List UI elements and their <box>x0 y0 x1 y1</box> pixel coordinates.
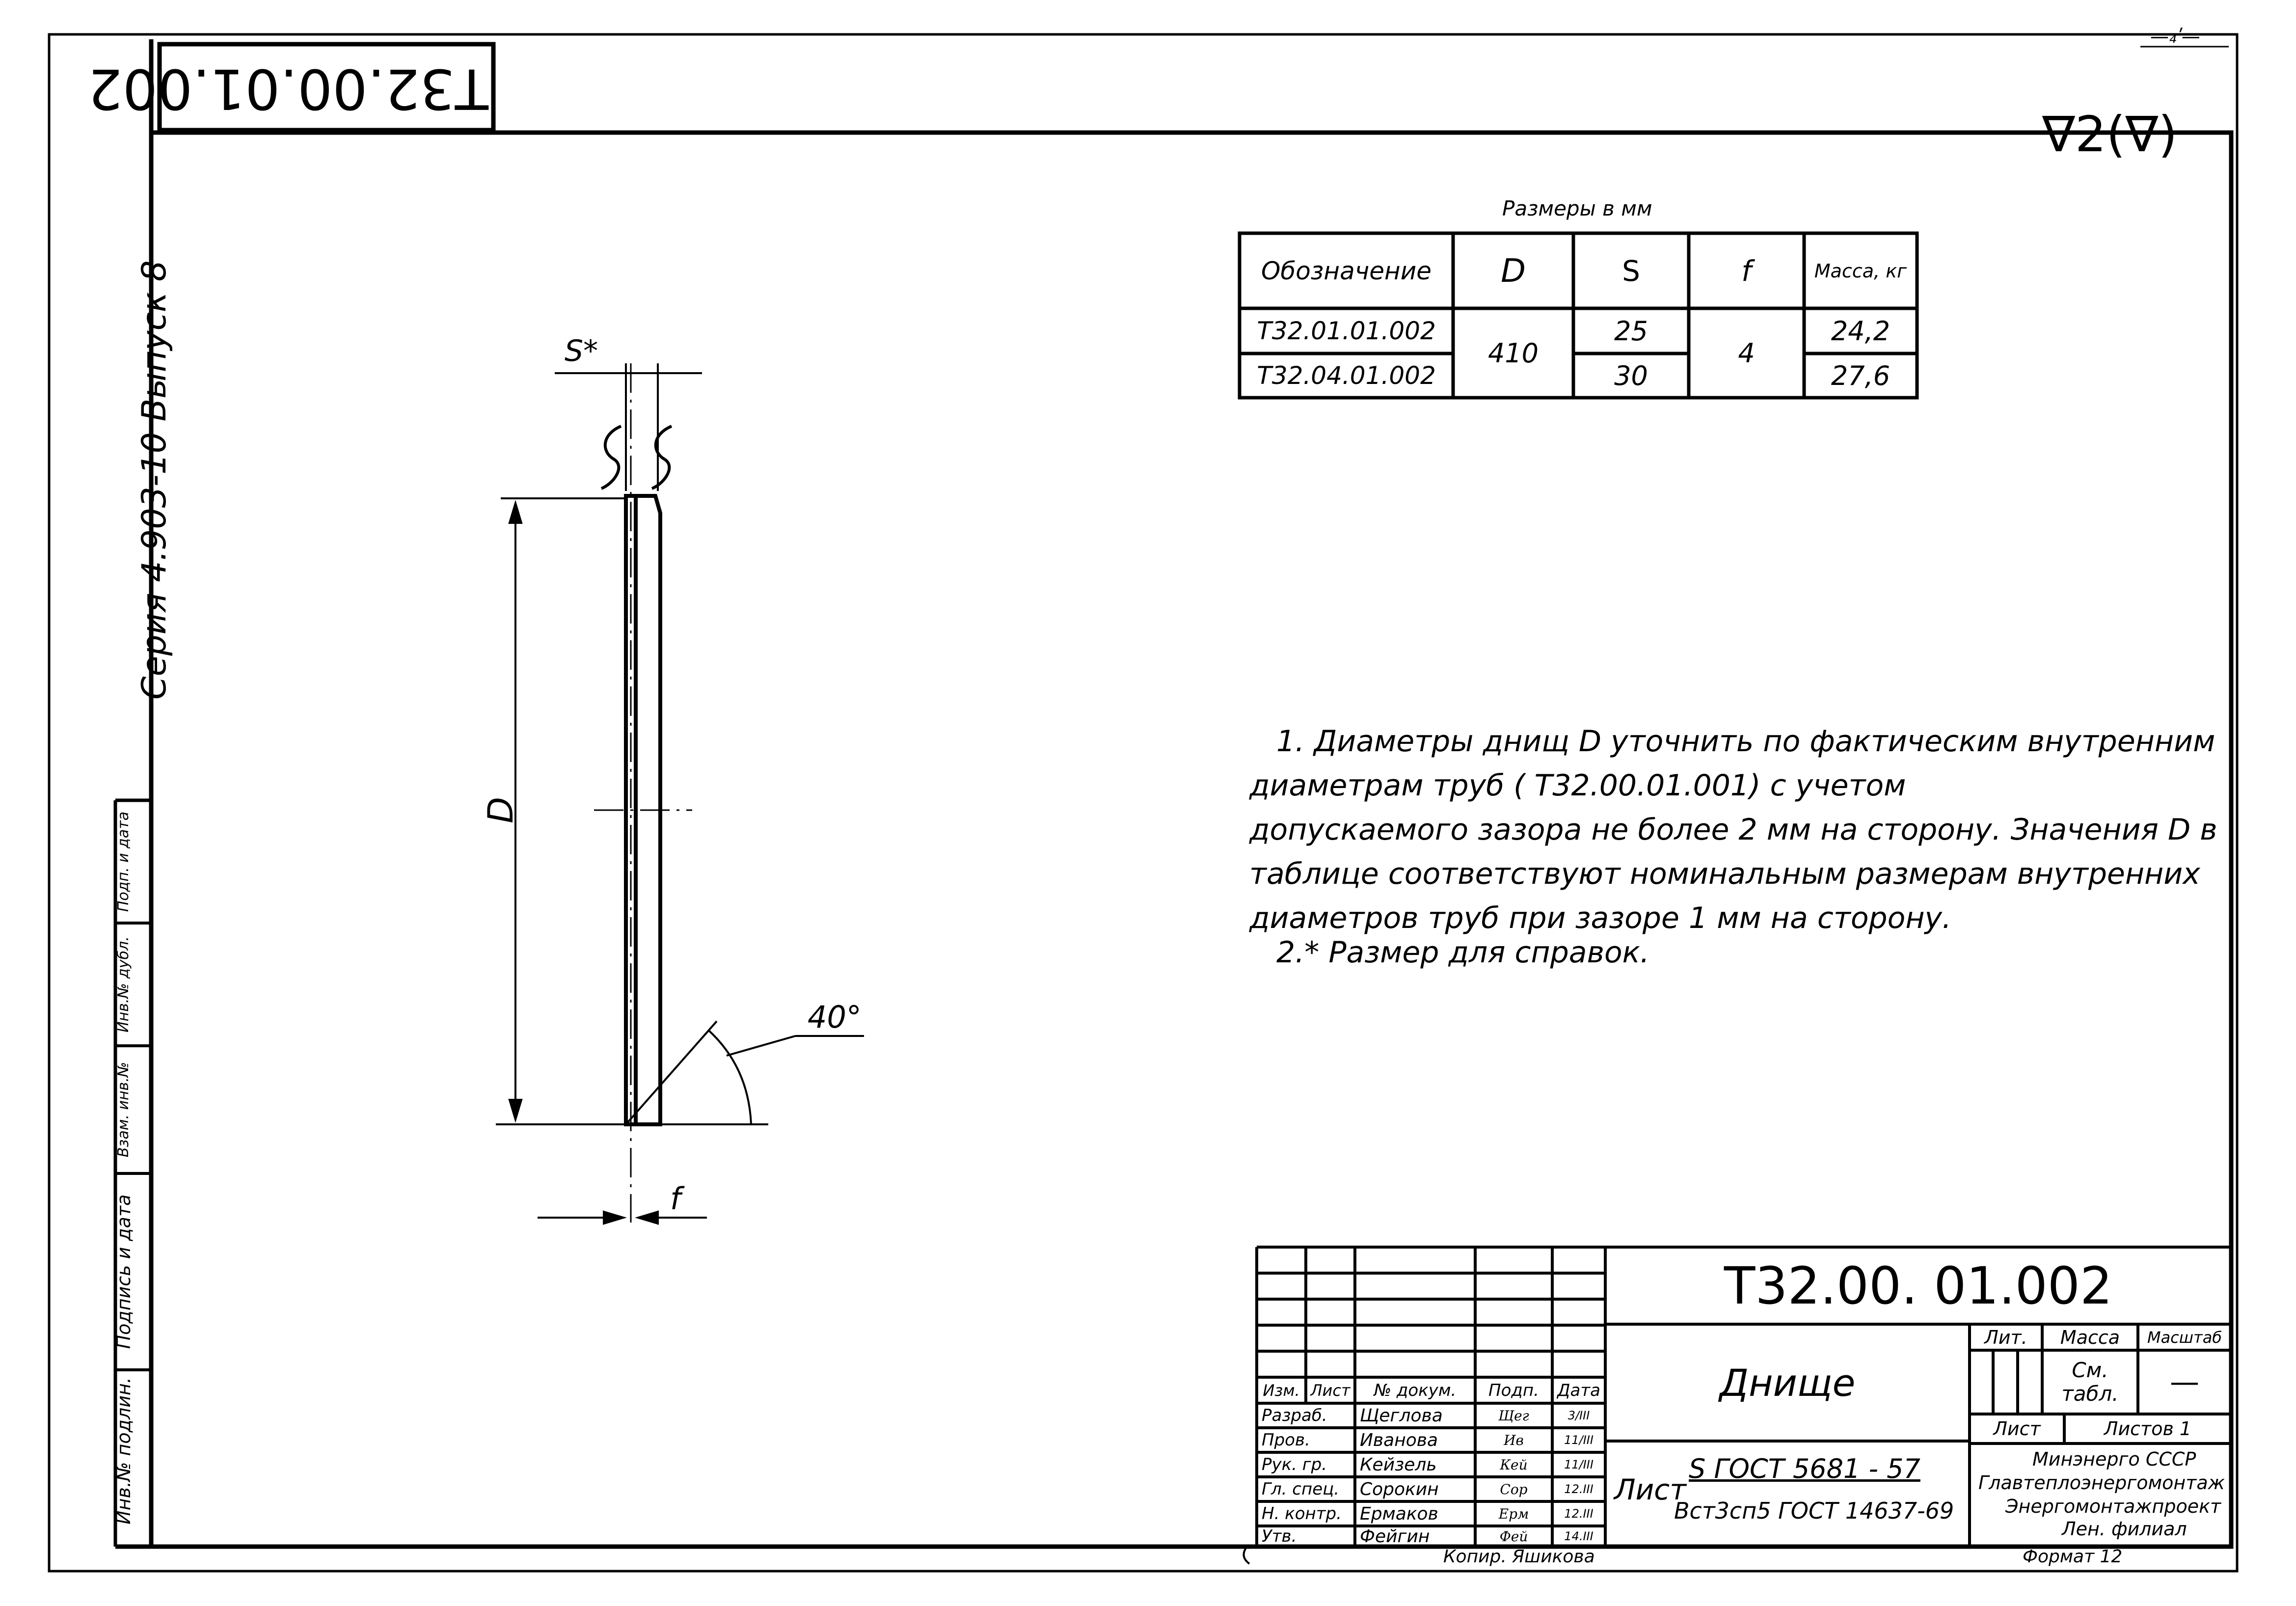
side-stamp-dup-inv: Инв.№ дубл. <box>115 936 132 1033</box>
tb-date: 11/III <box>1564 1433 1594 1447</box>
tb-signature: Кей <box>1500 1456 1528 1473</box>
col-mass-label: Масса <box>2060 1326 2120 1348</box>
tb-header-sheet: Лист <box>1310 1381 1351 1400</box>
note-line: диаметрам труб ( Т32.00.01.001) с учетом <box>1249 768 1906 803</box>
break-symbol <box>652 426 672 489</box>
tb-name: Щеглова <box>1360 1405 1443 1426</box>
tb-name: Сорокин <box>1360 1479 1439 1499</box>
tb-date: 11/III <box>1564 1458 1594 1471</box>
tb-header-date: Дата <box>1557 1380 1601 1400</box>
dim-label-d: D <box>481 797 521 823</box>
tb-name: Ермаков <box>1360 1503 1438 1524</box>
note-line: 1. Диаметры днищ D уточнить по фактическим внутренним <box>1276 724 2215 759</box>
dim-label-f: f <box>670 1181 681 1217</box>
table-caption: Размеры в мм <box>1502 196 1652 220</box>
series-text: Серия 4.903-10 Выпуск 8 <box>135 260 174 700</box>
table-header-s: S <box>1622 254 1640 288</box>
table-cell-designation: Т32.04.01.002 <box>1257 361 1436 390</box>
table-header-f: f <box>1741 254 1752 288</box>
org-line: Минэнерго СССР <box>2032 1448 2196 1470</box>
tb-date: 14.III <box>1564 1529 1594 1543</box>
tb-role: Разраб. <box>1262 1406 1327 1425</box>
surface-roughness-mark: ∇2(∇) <box>2042 106 2178 163</box>
scribble-mark <box>1244 1547 1249 1564</box>
note-line: диаметров труб при зазоре 1 мм на сторону. <box>1249 901 1952 935</box>
tb-name: Иванова <box>1360 1430 1438 1450</box>
sheets-label: Листов 1 <box>2104 1418 2192 1440</box>
note-line: таблице соответствуют номинальным размерам внутренних <box>1249 857 2200 891</box>
sheet-label: Лист <box>1993 1418 2041 1440</box>
tb-role: Рук. гр. <box>1262 1455 1327 1474</box>
side-stamp-sign-date-2: Подп. и дата <box>115 811 132 912</box>
tb-header-signature: Подп. <box>1488 1380 1539 1400</box>
material-prefix: Лист <box>1614 1473 1686 1506</box>
tb-name: Кейзель <box>1360 1454 1437 1475</box>
table-cell-f: 4 <box>1738 337 1755 369</box>
mass-value: См. табл. <box>2061 1358 2119 1406</box>
table-header-designation: Обозначение <box>1261 256 1432 285</box>
tb-header-change: Изм. <box>1263 1381 1300 1400</box>
table-cell-designation: Т32.01.01.002 <box>1257 317 1436 345</box>
tb-role: Пров. <box>1262 1430 1310 1450</box>
tb-date: 3/III <box>1567 1409 1590 1422</box>
table-cell-d: 410 <box>1487 337 1539 369</box>
note-line: допускаемого зазора не более 2 мм на сторону. Значения D в <box>1249 813 2217 847</box>
dim-label-s: S* <box>565 334 598 368</box>
org-line: Энергомонтажпроект <box>2005 1496 2221 1517</box>
tb-role: Гл. спец. <box>1262 1479 1340 1499</box>
col-scale-label: Масштаб <box>2147 1328 2222 1347</box>
tb-name: Фейгин <box>1360 1526 1430 1547</box>
title-block-code: Т32.00. 01.002 <box>1724 1255 2113 1316</box>
side-stamp-replace-inv: Взам. инв.№ <box>115 1062 132 1158</box>
side-stamp-sign-date: Подпись и дата <box>113 1194 135 1349</box>
table-cell-s: 25 <box>1614 315 1648 347</box>
table-cell-mass: 24,2 <box>1831 315 1891 347</box>
table-cell-mass: 27,6 <box>1831 360 1891 391</box>
tb-signature: Ерм <box>1498 1505 1529 1522</box>
center-lines <box>594 363 692 1223</box>
tb-role: Утв. <box>1262 1526 1297 1546</box>
format-label: Формат 12 <box>2023 1547 2123 1567</box>
dim-label-angle: 40° <box>808 999 862 1035</box>
break-symbol <box>601 426 621 489</box>
note-line: 2.* Размер для справок. <box>1276 935 1649 970</box>
tb-header-doc: № докум. <box>1374 1380 1457 1400</box>
org-line: Главтеплоэнергомонтаж <box>1978 1472 2225 1494</box>
rotated-stamp-code: Т32.00.01.002 <box>87 56 488 120</box>
table-header-mass: Масса, кг <box>1814 260 1907 282</box>
tb-signature: Ив <box>1504 1432 1524 1448</box>
side-stamp-original-inv: Инв.№ подлин. <box>113 1377 135 1524</box>
table-cell-s: 30 <box>1614 360 1648 391</box>
corner-mark: —₄ʹ— <box>2150 26 2200 47</box>
tb-date: 12.III <box>1564 1507 1594 1521</box>
tb-role: Н. контр. <box>1262 1504 1342 1524</box>
scale-value: — <box>2170 1365 2199 1399</box>
table-header-d: D <box>1501 252 1526 290</box>
material-bottom: Вст3сп5 ГОСТ 14637-69 <box>1674 1497 1954 1524</box>
tb-signature: Фей <box>1499 1528 1528 1545</box>
tb-date: 12.III <box>1564 1482 1594 1496</box>
col-lit-label: Лит. <box>1984 1326 2027 1348</box>
tb-signature: Щег <box>1498 1407 1529 1424</box>
dimension-lines <box>496 363 864 1224</box>
org-line: Лен. филиал <box>2062 1518 2187 1540</box>
tb-signature: Сор <box>1500 1481 1528 1497</box>
title-block-part-name: Днище <box>1719 1361 1856 1405</box>
copied-by: Копир. Яшикова <box>1443 1547 1595 1567</box>
material-top: S ГОСТ 5681 - 57 <box>1689 1453 1920 1484</box>
